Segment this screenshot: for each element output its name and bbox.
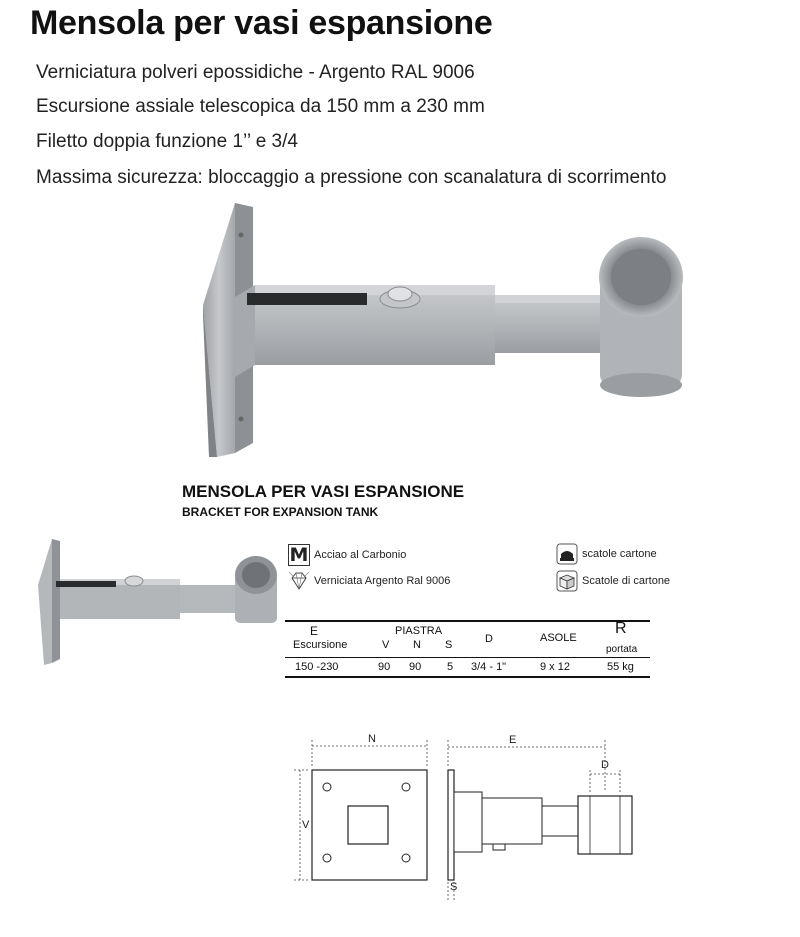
page-title: Mensola per vasi espansione (30, 4, 493, 42)
feature-line: Verniciatura polveri epossidiche - Argento RAL 9006 (36, 62, 475, 83)
cell-v: 90 (378, 661, 391, 673)
header-piastra: PIASTRA (395, 625, 443, 637)
feature-line: Massima sicurezza: bloccaggio a pressione con scanalatura di scorrimento (36, 167, 667, 188)
dim-label-n: N (368, 733, 376, 745)
spec-table (285, 620, 650, 678)
plate-hole (402, 783, 410, 791)
feature-line: Filetto doppia funzione 1’’ e 3/4 (36, 131, 298, 152)
header-d: D (485, 633, 493, 645)
inner-tube (542, 806, 580, 836)
plate-hole (402, 854, 410, 862)
cell-asole: 9 x 12 (540, 661, 570, 673)
header-asole: ASOLE (540, 632, 577, 644)
legend-box (556, 543, 657, 565)
legend-finish (288, 570, 450, 592)
legend-material-label: Acciao al Carbonio (314, 549, 407, 561)
feature-line: Escursione assiale telescopica da 150 mm a 230 mm (36, 96, 485, 117)
header-s: S (445, 639, 453, 651)
outer-tube (482, 798, 542, 844)
dim-label-s: S (450, 881, 458, 893)
dim-label-d: D (601, 759, 609, 771)
table-top-rule (285, 620, 650, 622)
plate-hole (323, 783, 331, 791)
bolt (493, 844, 505, 850)
legend-carton (556, 570, 670, 592)
header-n: N (413, 639, 421, 651)
cell-portata: 55 kg (607, 661, 634, 673)
plate-square-hole (348, 806, 388, 844)
bracket-thumbnail-image (30, 535, 285, 665)
header-e: E (310, 624, 319, 638)
spec-title: MENSOLA PER VASI ESPANSIONE (182, 482, 465, 501)
bracket-boss (454, 792, 482, 852)
cell-s: 5 (447, 661, 454, 673)
cell-escursione: 150 -230 (295, 661, 339, 673)
carton-icon (556, 570, 578, 592)
box-icon (556, 543, 578, 565)
spec-subtitle: BRACKET FOR EXPANSION TANK (182, 505, 379, 519)
table-header-rule (285, 657, 650, 658)
legend-carton-label: Scatole di cartone (582, 575, 671, 587)
legend-material (288, 544, 406, 566)
dim-label-e: E (509, 734, 517, 746)
dim-label-v: V (302, 819, 310, 831)
paint-diamond-icon (288, 570, 310, 592)
header-v: V (382, 639, 390, 651)
material-icon: M (289, 544, 309, 566)
ring-holder (578, 796, 632, 854)
table-bottom-rule (285, 676, 650, 678)
cell-n: 90 (409, 661, 422, 673)
plate-hole (323, 854, 331, 862)
bracket-product-image (195, 195, 715, 465)
plate-side-view (448, 770, 454, 880)
legend-finish-label: Verniciata Argento Ral 9006 (314, 575, 451, 587)
legend-box-label: scatole cartone (582, 548, 657, 560)
header-portata: portata (606, 644, 638, 655)
cell-d: 3/4 - 1" (471, 661, 507, 673)
technical-drawing (290, 730, 650, 930)
header-r: R (615, 620, 627, 637)
header-escursione: Escursione (293, 639, 348, 651)
